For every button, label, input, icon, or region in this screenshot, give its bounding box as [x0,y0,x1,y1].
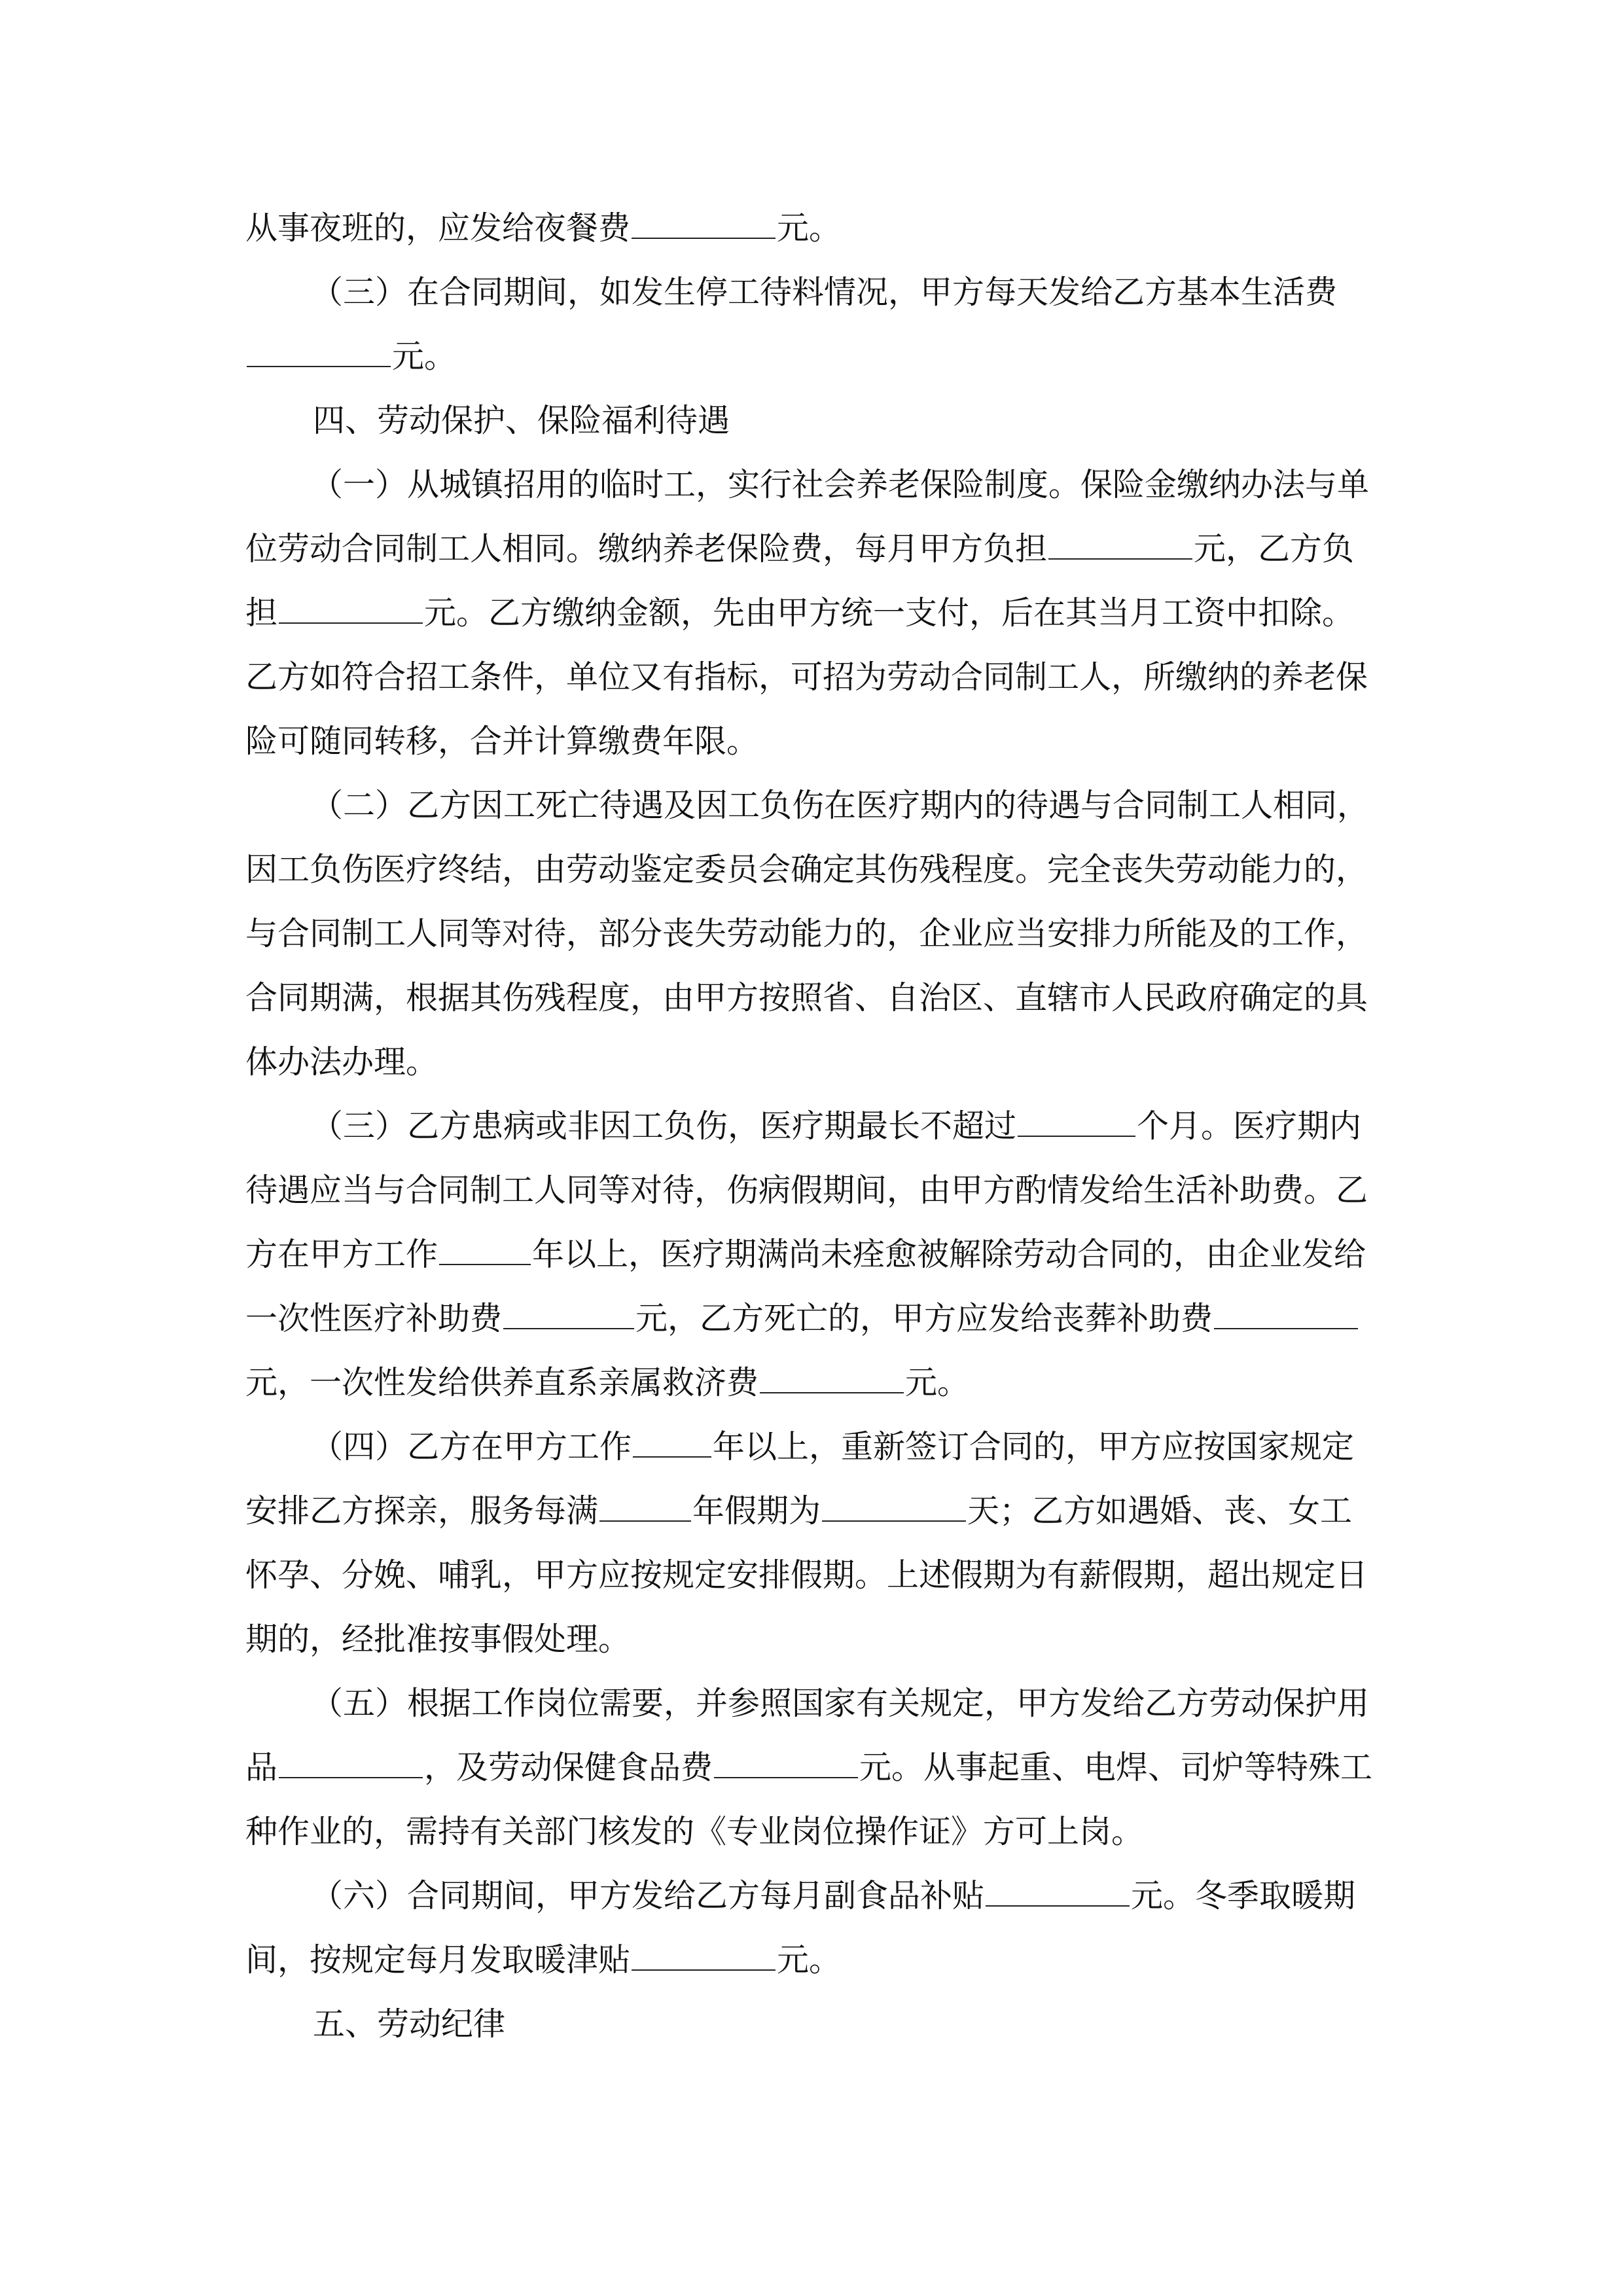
text-segment: 险可随同转移，合并计算缴费年限。 [245,723,759,760]
text-segment: （六）合同期间，甲方发给乙方每月副食品补贴 [311,1877,985,1914]
fill-blank [986,1879,1130,1907]
text-line [245,966,1368,1030]
text-segment: （五）根据工作岗位需要，并参照国家有关规定，甲方发给乙方劳动保护用 [311,1685,1370,1722]
text-segment: 天；乙方如遇婚、丧、女工 [967,1492,1353,1530]
text-segment: 元，乙方死亡的，甲方应发给丧葬补助费 [635,1300,1213,1337]
text-segment: 从事夜班的，应发给夜餐费 [245,209,631,247]
fill-blank [632,211,776,239]
text-line [311,453,1369,517]
fill-blank [279,596,423,624]
text-segment: 合同期满，根据其伤残程度，由甲方按照省、自治区、直辖市人民政府确定的具 [245,979,1368,1016]
fill-blank [1018,1109,1135,1137]
text-segment: 因工负伤医疗终结，由劳动鉴定委员会确定其伤残程度。完全丧失劳动能力的， [245,851,1368,888]
text-segment: 元。冬季取暖期 [1131,1877,1356,1914]
fill-blank [822,1494,966,1522]
text-segment: （四）乙方在甲方工作 [311,1428,632,1465]
text-segment: 元。 [777,1941,842,1979]
fill-blank [1048,532,1192,560]
text-segment: 安排乙方探亲，服务每满 [245,1492,599,1530]
text-segment: 乙方如符合招工条件，单位又有指标，可招为劳动合同制工人，所缴纳的养老保 [245,658,1368,696]
text-segment: 期的，经批准按事假处理。 [245,1621,631,1658]
text-segment: 与合同制工人同等对待，部分丧失劳动能力的，企业应当安排力所能及的工作， [245,915,1368,952]
text-segment: 种作业的，需持有关部门核发的《专业岗位操作证》方可上岗。 [245,1813,1144,1850]
text-segment: 个月。医疗期内 [1137,1107,1362,1145]
text-segment: 元，一次性发给供养直系亲属救济费 [245,1364,759,1401]
text-line [245,645,1368,709]
text-segment: 待遇应当与合同制工人同等对待，伤病假期间，由甲方酌情发给生活补助费。乙 [245,1172,1368,1209]
text-segment: 元。从事起重、电焊、司炉等特殊工 [859,1749,1373,1786]
text-segment: （三）乙方患病或非因工负伤，医疗期最长不超过 [311,1107,1017,1145]
text-segment: 怀孕、分娩、哺乳，甲方应按规定安排假期。上述假期为有薪假期，超出规定日 [245,1556,1368,1594]
text-segment: 年以上，重新签订合同的，甲方应按国家规定 [713,1428,1355,1465]
text-line [311,1415,1354,1479]
text-segment: 间，按规定每月发取暖津贴 [245,1941,631,1979]
text-segment: 体办法办理。 [245,1043,438,1081]
text-segment: （一）从城镇招用的临时工，实行社会养老保险制度。保险金缴纳办法与单 [311,466,1370,503]
text-segment: 一次性医疗补助费 [245,1300,503,1337]
text-segment: 元。乙方缴纳金额，先由甲方统一支付，后在其当月工资中扣除。 [424,594,1355,632]
text-segment: 位劳动合同制工人相同。缴纳养老保险费，每月甲方负担 [245,530,1048,567]
text-line [245,1030,438,1094]
text-segment: 元。 [392,338,457,375]
text-segment: 方在甲方工作 [245,1236,438,1273]
text-segment: 品 [245,1749,278,1786]
text-line [245,1479,1352,1543]
text-segment: 四、劳动保护、保险福利待遇 [313,402,730,439]
text-line [245,1928,841,1992]
text-line [245,1223,1366,1287]
text-line [245,1287,1359,1351]
fill-blank [439,1238,531,1265]
text-line [245,581,1354,645]
text-line [245,325,456,389]
fill-blank [633,1430,711,1458]
text-segment: 年假期为 [692,1492,821,1530]
fill-blank [503,1302,634,1329]
text-line [245,902,1368,966]
text-segment: 元，乙方负 [1194,530,1355,567]
text-segment: 五、劳动纪律 [313,2005,506,2043]
text-line [245,1607,630,1672]
text-line [245,709,758,774]
text-line [245,1351,969,1415]
text-segment: （三）在合同期间，如发生停工待料情况，甲方每天发给乙方基本生活费 [311,274,1338,311]
text-line [245,1158,1368,1223]
text-segment: （二）乙方因工死亡待遇及因工负伤在医疗期内的待遇与合同制工人相同， [311,787,1370,824]
text-line [245,1800,1143,1864]
text-segment: ，及劳动保健食品费 [424,1749,713,1786]
fill-blank [760,1366,904,1393]
text-segment: 年以上，医疗期满尚未痊愈被解除劳动合同的，由企业发给 [532,1236,1366,1273]
text-line [311,774,1369,838]
text-line [245,1736,1372,1800]
fill-blank [247,340,391,367]
text-line [311,1672,1369,1736]
text-line [245,196,841,260]
text-segment: 担 [245,594,278,632]
text-line [311,260,1337,325]
text-line [245,838,1368,902]
text-segment: 元。 [777,209,842,247]
fill-blank [714,1751,858,1778]
text-line [245,1543,1368,1607]
text-line [311,1864,1355,1928]
text-segment: 元。 [905,1364,970,1401]
section-heading [313,389,730,453]
fill-blank [599,1494,691,1522]
fill-blank [279,1751,423,1778]
fill-blank [632,1943,776,1971]
text-line [245,517,1354,581]
text-line [311,1094,1361,1158]
fill-blank [1214,1302,1358,1329]
section-heading [313,1992,505,2056]
